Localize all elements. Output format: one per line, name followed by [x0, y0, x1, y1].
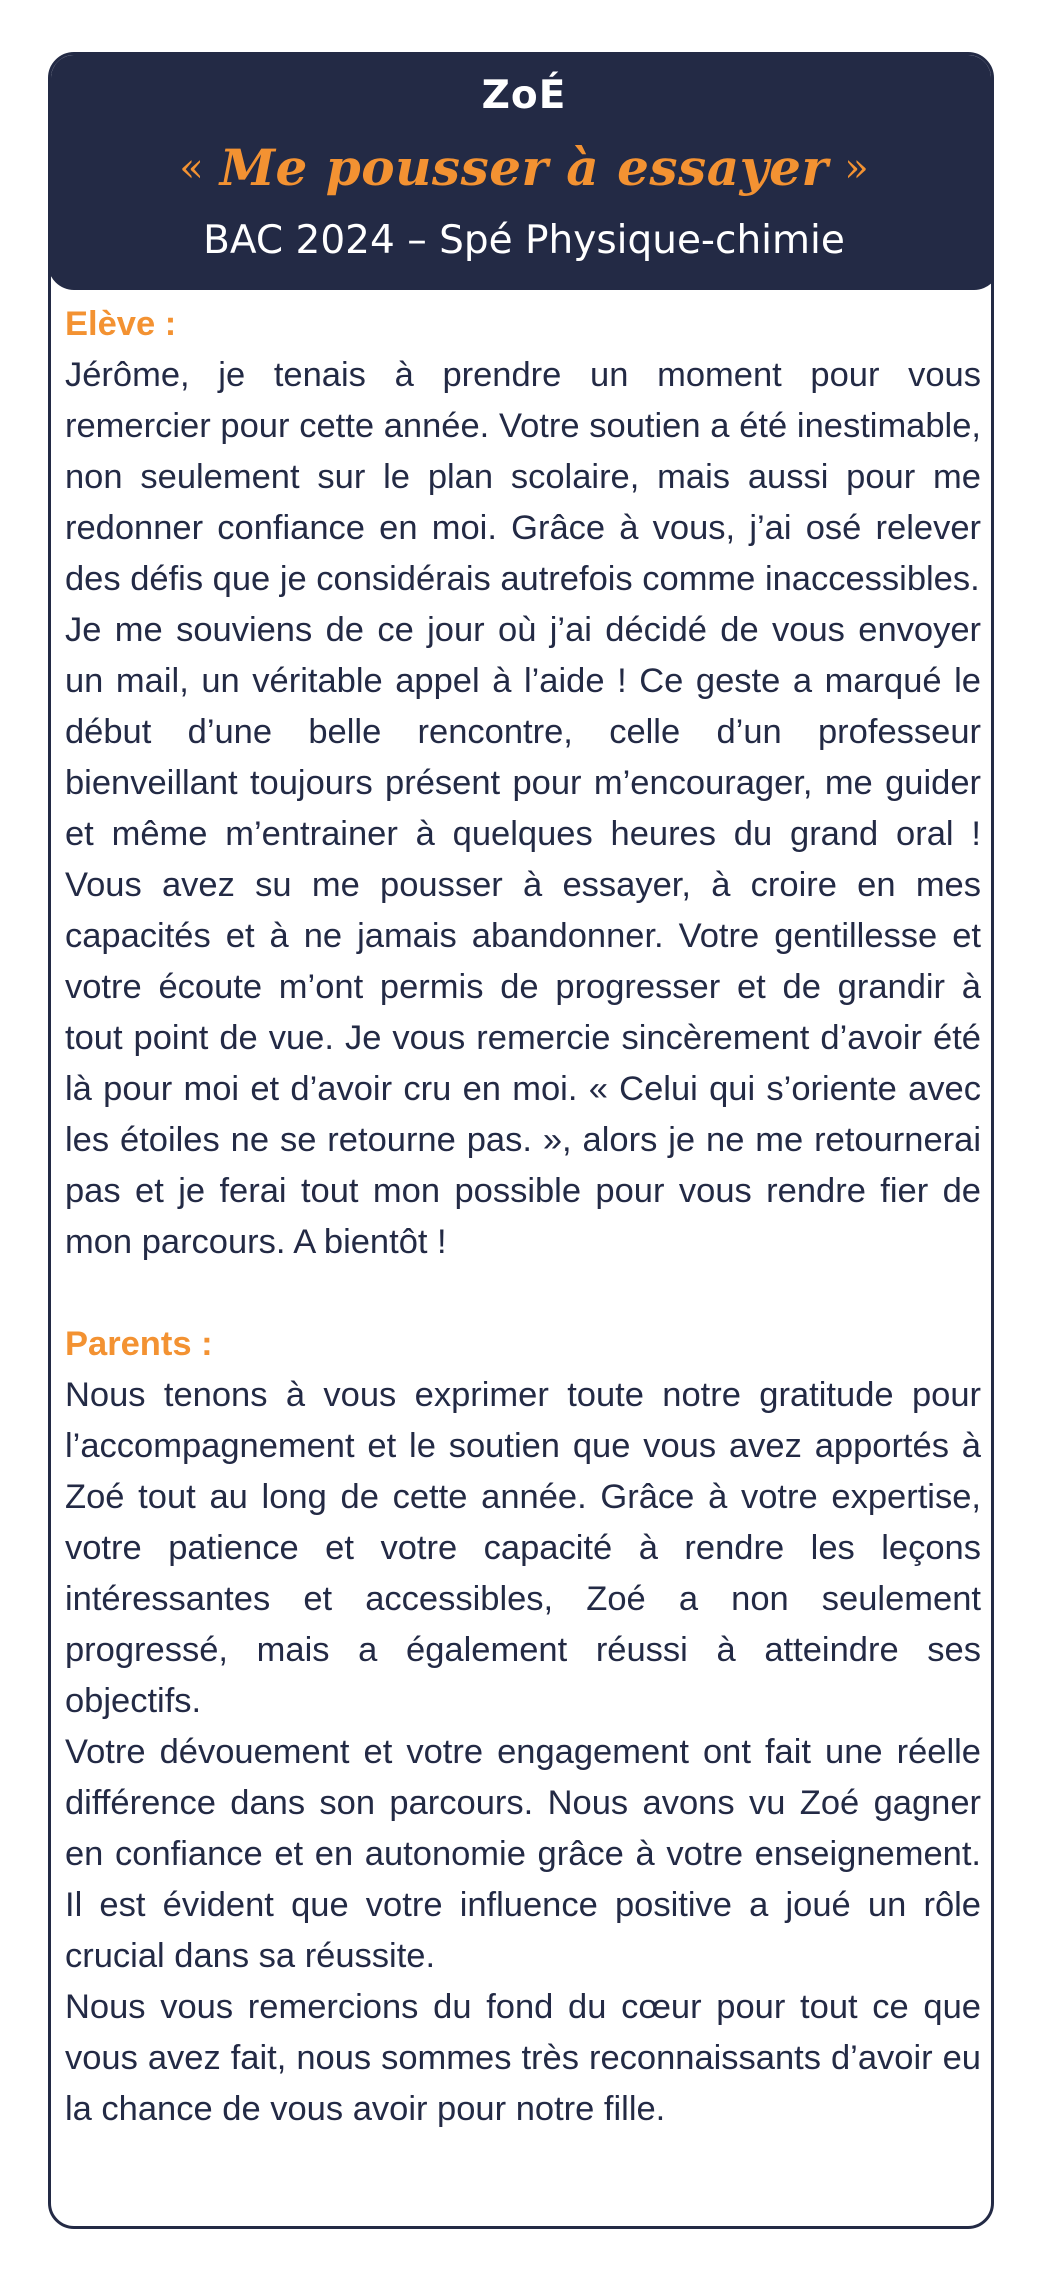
eleve-paragraph: Jérôme, je tenais à prendre un moment pour vous remercier pour cette année. Votre soutien a été inestimable, non seulement sur le plan scolaire, mais aussi pour me redonner confiance en moi. Grâce à vous, j’ai osé relever des défis que je considérais autrefois comme inaccessibles. — [65, 356, 981, 598]
eleve-section-label: Elève : — [65, 305, 177, 343]
testimonial-title — [48, 132, 994, 204]
testimonial-card — [48, 52, 994, 2229]
quote-close-mark: » — [844, 145, 869, 191]
parents-paragraph: Nous vous remercions du fond du cœur pour tout ce que vous avez fait, nous sommes très reconnaissants d’avoir eu la chance de vous avoir pour notre fille. — [65, 1988, 981, 2128]
exam-subtitle: BAC 2024 – Spé Physique-chimie — [203, 218, 845, 263]
parents-section-label: Parents : — [65, 1325, 213, 1363]
quote-open-mark: « — [179, 145, 204, 191]
testimonial-body — [65, 299, 981, 2135]
parents-paragraph: Nous tenons à vous exprimer toute notre gratitude pour l’accompagnement et le soutien que vous avez apportés à Zoé tout au long de cette année. Grâce à votre expertise, votre patience et votre capacité à rendre les leçons intéressantes et accessibles, Zoé a non seulement progressé, mais a également réussi à atteindre ses objectifs. — [65, 1376, 981, 1720]
section-spacer — [65, 1268, 981, 1319]
eleve-paragraph: Je me souviens de ce jour où j’ai décidé de vous envoyer un mail, un véritable appel à l’aide ! Ce geste a marqué le début d’une belle rencontre, celle d’un professeur bienveillant toujours présent pour m’encourager, me guider et même m’entrainer à quelques heures du grand oral ! Vous avez su me pousser à essayer, à croire en mes capacités et à ne jamais abandonner. Votre gentillesse et votre écoute m’ont permis de progresser et de grandir à tout point de vue. Je vous remercie sincèrement d’avoir été là pour moi et d’avoir cru en moi. « Celui qui s’oriente avec les étoiles ne se retourne pas. », alors je ne me retournerai pas et je ferai tout mon possible pour vous rendre fier de mon parcours. A bientôt ! — [65, 611, 981, 1261]
testimonial-quote: Me pousser à essayer — [219, 138, 829, 197]
card-header — [48, 52, 994, 290]
parents-paragraph: Votre dévouement et votre engagement ont fait une réelle différence dans son parcours. Nous avons vu Zoé gagner en confiance et en autonomie grâce à votre enseignement. Il est évident que votre influence positive a joué un rôle crucial dans sa réussite. — [65, 1733, 981, 1975]
student-name: ZoÉ — [481, 73, 567, 118]
